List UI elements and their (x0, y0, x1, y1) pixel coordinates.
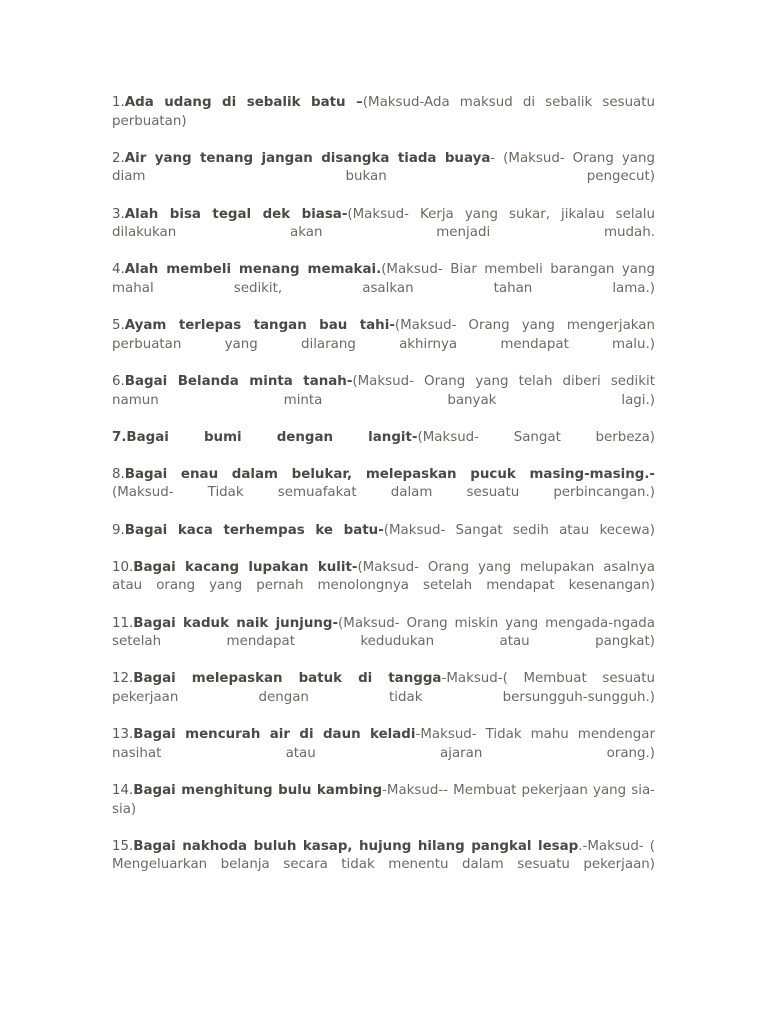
separator: - (341, 206, 348, 222)
entry-number: 12. (112, 671, 134, 687)
separator: - (378, 522, 384, 538)
proverb-entry-13 (112, 726, 655, 763)
separator: - (415, 727, 421, 743)
entry-number: 3. (112, 206, 125, 222)
proverb-meaning: (Maksud- Tidak semuafakat dalam sesuatu perbincangan.) (112, 485, 655, 501)
separator: - (332, 615, 339, 631)
proverb-entry-2 (112, 150, 655, 187)
document-page (112, 94, 655, 894)
proverb-entry-7 (112, 429, 655, 448)
separator: - (351, 559, 358, 575)
separator: - (389, 318, 395, 334)
proverb-meaning: Maksud- ( Mengeluarkan belanja secara tidak menentu dalam sesuatu pekerjaan) (112, 838, 655, 873)
proverb-phrase: Bagai melepaskan batuk di tangga (133, 671, 442, 687)
proverb-entry-11 (112, 615, 655, 652)
proverb-phrase: Bagai Belanda minta tanah (124, 373, 347, 389)
proverb-meaning: (Maksud- Biar membeli barangan yang mahal sedikit, asalkan tahan lama.) (112, 262, 655, 296)
entry-number: 14. (112, 782, 134, 798)
proverb-phrase: Alah membeli menang memakai (124, 262, 377, 278)
proverb-entry-3 (112, 206, 655, 243)
proverb-meaning: Maksud- Tidak mahu mendengar nasihat atau ajaran orang.) (112, 727, 655, 761)
proverb-entry-12 (112, 670, 655, 707)
proverb-phrase: Ayam terlepas tangan bau tahi (124, 318, 390, 334)
proverb-meaning: (Maksud- Kerja yang sukar, jikalau selalu dilakukan akan menjadi mudah. (112, 206, 655, 241)
proverb-phrase: Air yang tenang jangan disangka tiada buaya (124, 150, 491, 166)
separator: - (411, 429, 418, 445)
proverb-entry-8 (112, 466, 655, 503)
proverb-meaning: (Maksud- Orang yang melupakan asalnya atau orang yang pernah menolongnya setelah mendapat kesenangan) (112, 559, 655, 594)
entry-number: 9. (112, 522, 125, 538)
entry-number: 7. (112, 429, 127, 445)
proverb-phrase: Bagai menghitung bulu kambing (133, 782, 383, 798)
proverb-phrase: Bagai kaduk naik junjung (133, 615, 333, 631)
proverb-phrase: Bagai kaca terhempas ke batu (124, 522, 379, 538)
entry-number: 4. (112, 262, 125, 278)
proverb-meaning: (Maksud- Sangat berbeza) (417, 429, 655, 445)
entry-number: 15. (112, 838, 134, 854)
proverb-entry-14 (112, 782, 655, 819)
proverb-entry-5 (112, 317, 655, 354)
proverb-entry-1 (112, 94, 655, 131)
proverb-phrase: Ada udang di sebalik batu (124, 95, 346, 110)
proverb-meaning: (Maksud-Ada maksud di sebalik sesuatu perbuatan) (112, 95, 656, 129)
proverb-entry-9 (112, 522, 655, 541)
separator: .- (578, 838, 588, 854)
separator: - (490, 150, 504, 166)
proverb-meaning: Maksud-- Membuat pekerjaan yang sia-sia) (112, 782, 655, 817)
separator: - (346, 373, 353, 389)
proverb-meaning: Maksud-( Membuat sesuatu pekerjaan dengan tidak bersungguh-sungguh.) (112, 671, 655, 705)
separator: - (382, 782, 387, 798)
proverb-meaning: (Maksud- Orang miskin yang mengada-ngada setelah mendapat kedudukan atau pangkat) (112, 615, 655, 650)
proverb-phrase: Bagai bumi dengan langit (126, 429, 412, 445)
separator: – (345, 95, 363, 110)
proverb-entry-15 (112, 838, 655, 875)
entry-number: 8. (112, 466, 125, 482)
entry-number: 5. (112, 318, 125, 334)
entry-number: 10. (112, 559, 134, 575)
proverb-meaning: (Maksud- Orang yang mengerjakan perbuatan yang dilarang akhirnya mendapat malu.) (112, 318, 655, 352)
proverb-entry-6 (112, 373, 655, 410)
entry-number: 11. (112, 615, 134, 631)
entry-number: 6. (112, 373, 125, 389)
proverb-meaning: (Maksud- Orang yang telah diberi sedikit namun minta banyak lagi.) (112, 373, 655, 408)
proverb-phrase: Bagai nakhoda buluh kasap, hujung hilang pangkal lesap (133, 838, 579, 854)
proverb-entry-10 (112, 559, 655, 596)
entry-number: 1. (112, 95, 125, 110)
proverb-meaning: (Maksud- Sangat sedih atau kecewa) (383, 522, 655, 538)
entry-number: 2. (112, 150, 125, 166)
proverb-phrase: Bagai kacang lupakan kulit (133, 559, 352, 575)
proverb-meaning: (Maksud- Orang yang diam bukan pengecut) (112, 150, 655, 185)
separator: .- (644, 466, 655, 482)
proverb-phrase: Bagai mencurah air di daun keladi (133, 727, 416, 743)
separator: . (376, 262, 382, 278)
proverb-entry-4 (112, 261, 655, 298)
separator: - (441, 671, 447, 687)
proverb-phrase: Alah bisa tegal dek biasa (124, 206, 342, 222)
entry-number: 13. (112, 727, 134, 743)
proverb-phrase: Bagai enau dalam belukar, melepaskan pucuk masing-masing (124, 466, 645, 482)
